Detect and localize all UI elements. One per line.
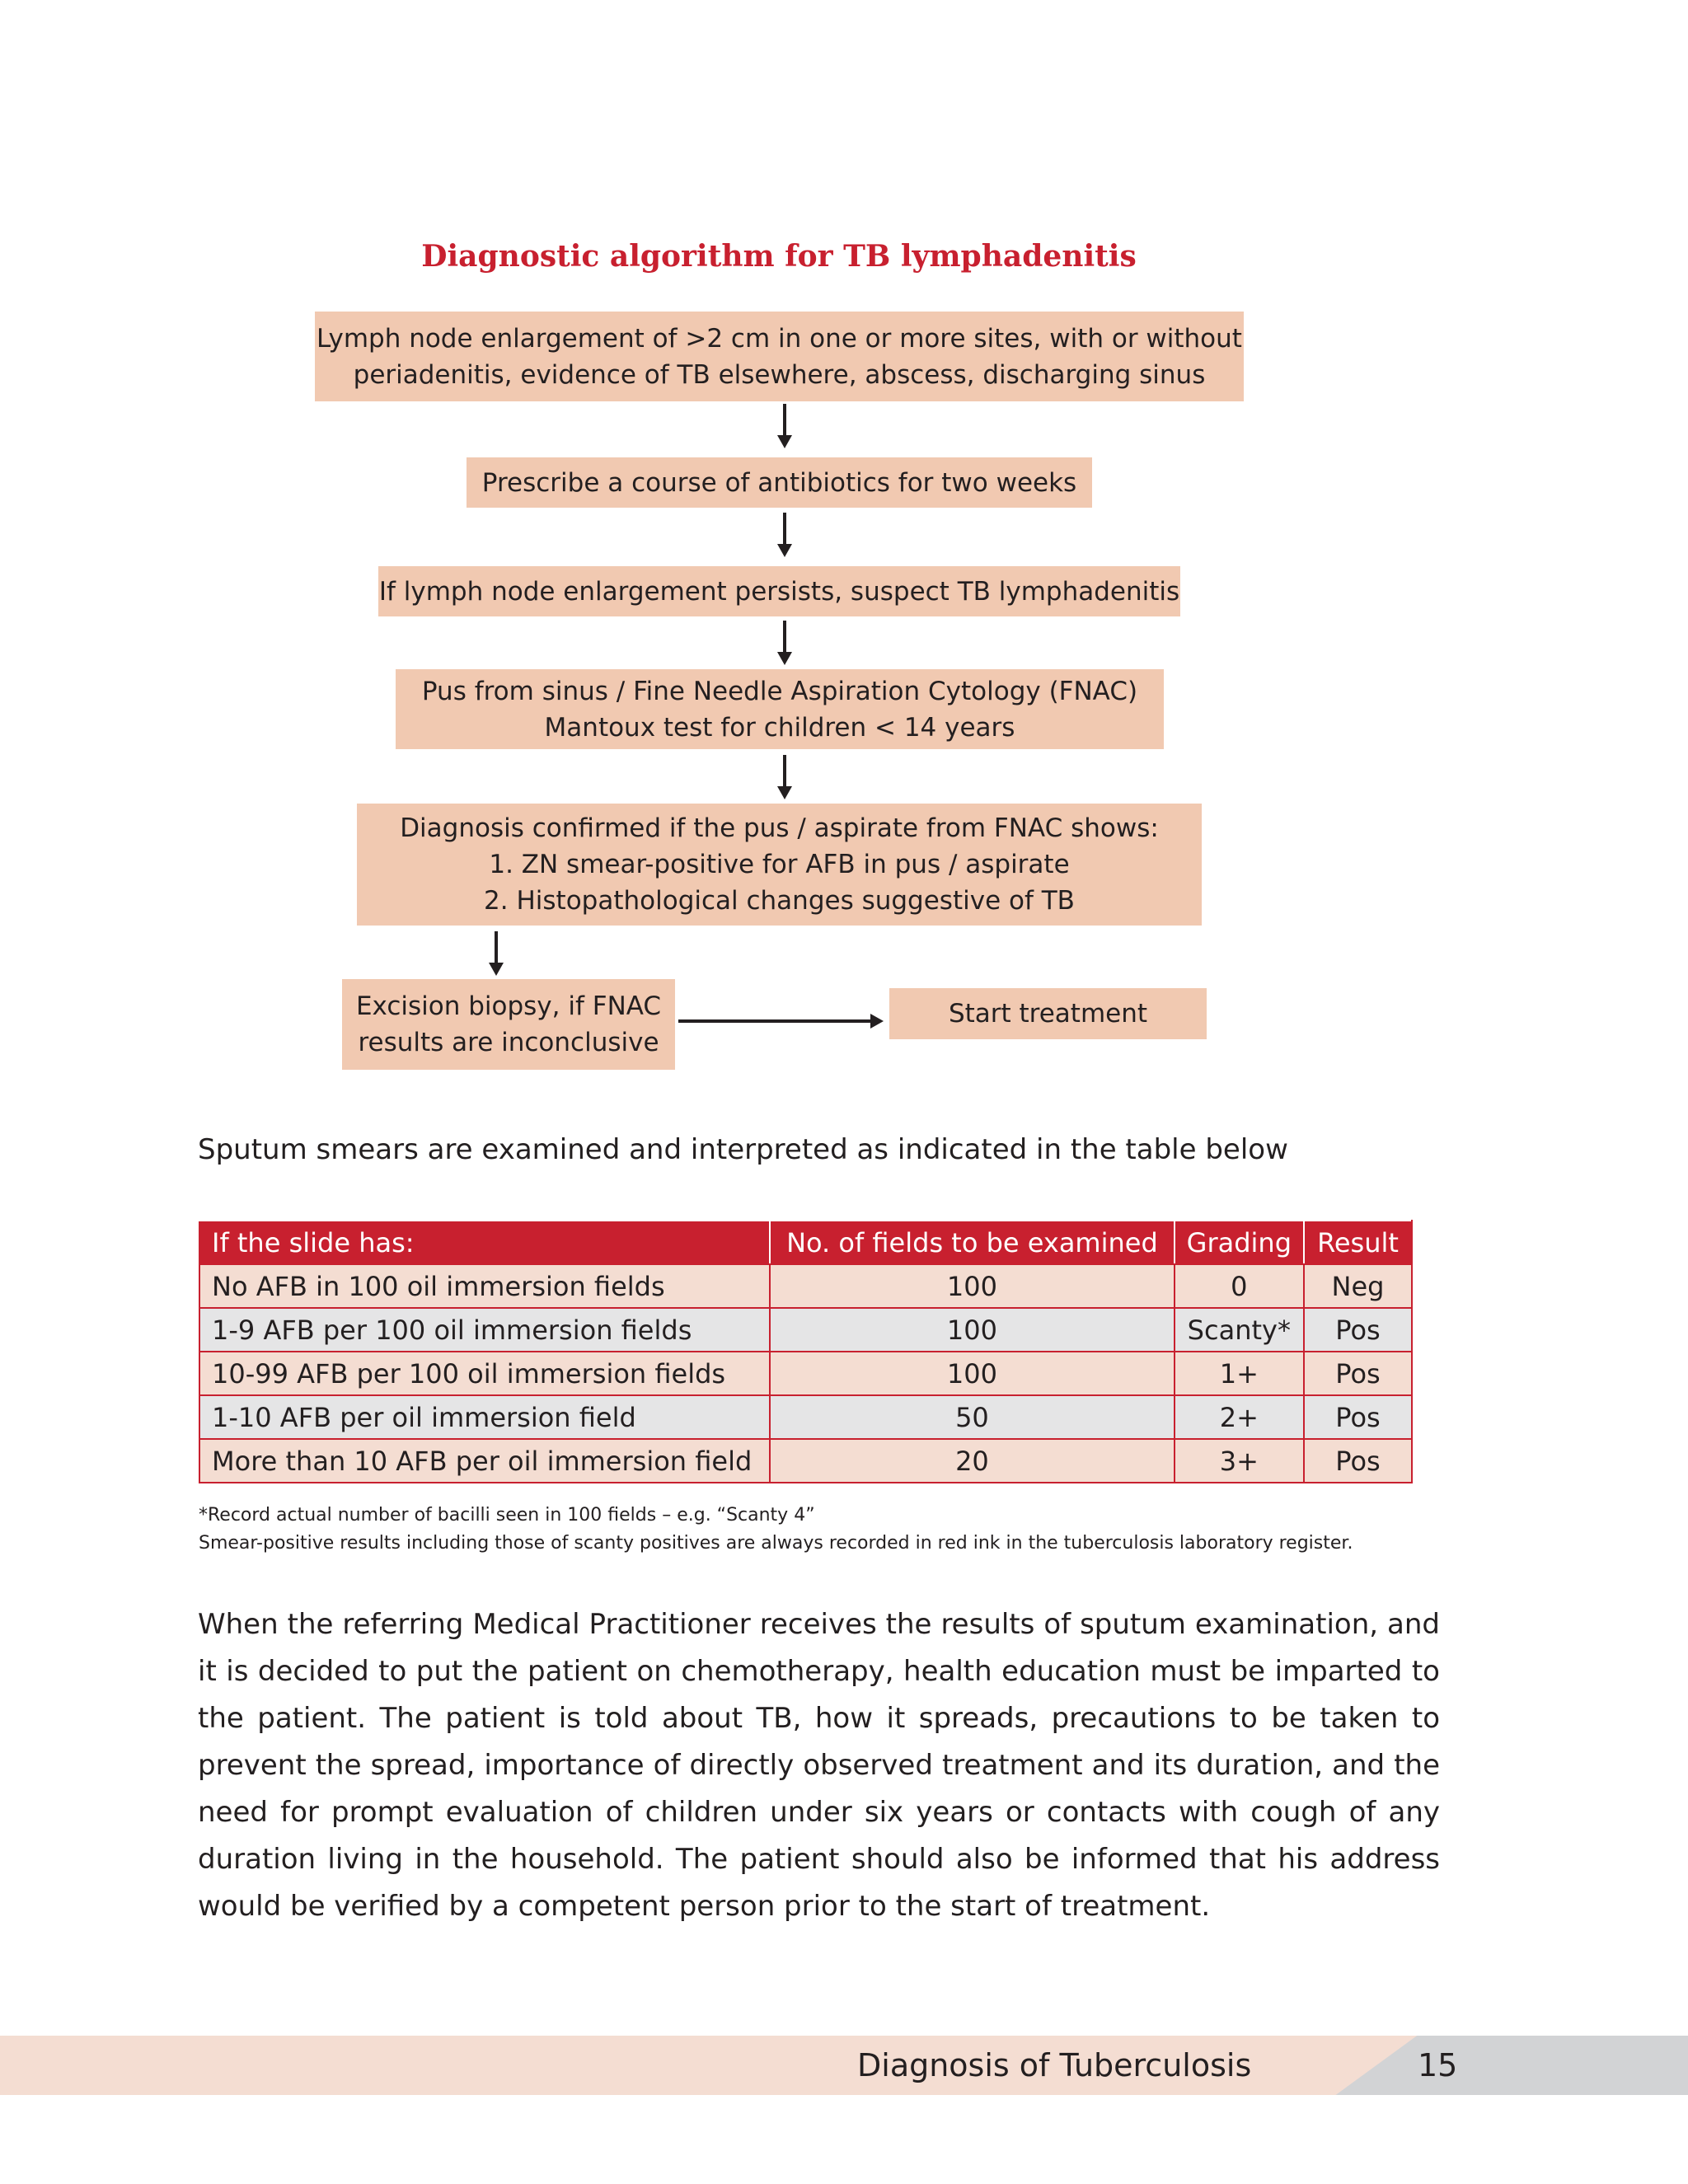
table-cell: Pos xyxy=(1304,1395,1412,1439)
footnote: Smear-positive results including those of scanty positives are always recorded in red ink in the tuberculosis laboratory register. xyxy=(199,1533,1353,1554)
table-footnotes xyxy=(199,1502,1353,1558)
table-cell: No AFB in 100 oil immersion fields xyxy=(199,1264,770,1308)
flowchart-title: Diagnostic algorithm for TB lymphadenitis xyxy=(421,239,1137,274)
flow-box-diagnosis-confirmed xyxy=(357,804,1202,926)
flow-box-text: Prescribe a course of antibiotics for two weeks xyxy=(481,467,1077,498)
table-row xyxy=(199,1264,1412,1308)
flow-box-suspect-tb xyxy=(378,566,1180,616)
flow-box-text: 1. ZN smear-positive for AFB in pus / aspirate xyxy=(489,850,1070,879)
table-intro-text: Sputum smears are examined and interpreted as indicated in the table below xyxy=(198,1133,1288,1166)
flow-box-text: Pus from sinus / Fine Needle Aspiration Cytology (FNAC) xyxy=(421,676,1138,706)
down-arrow-icon xyxy=(783,404,786,437)
flow-box-text: results are inconclusive xyxy=(358,1028,659,1057)
table-cell: 100 xyxy=(770,1264,1174,1308)
flow-box-start-treatment xyxy=(889,988,1207,1039)
down-arrow-icon xyxy=(783,513,786,546)
table-cell: 1-9 AFB per 100 oil immersion fields xyxy=(199,1308,770,1352)
table-cell: 2+ xyxy=(1175,1395,1304,1439)
table-cell: 20 xyxy=(770,1439,1174,1483)
table-cell: 100 xyxy=(770,1308,1174,1352)
table-cell: Pos xyxy=(1304,1308,1412,1352)
table-cell: Neg xyxy=(1304,1264,1412,1308)
down-arrow-icon xyxy=(783,621,786,654)
flow-box-text: 2. Histopathological changes suggestive of TB xyxy=(484,886,1075,916)
footer-chapter-title: Diagnosis of Tuberculosis xyxy=(857,2047,1252,2083)
table-cell: 100 xyxy=(770,1352,1174,1395)
table-cell: 50 xyxy=(770,1395,1174,1439)
table-row xyxy=(199,1308,1412,1352)
flow-box-lymph-node-enlargement xyxy=(315,312,1244,401)
right-arrow-icon xyxy=(678,1019,872,1023)
flow-box-fnac xyxy=(396,669,1164,749)
flow-box-text: Mantoux test for children < 14 years xyxy=(544,712,1015,743)
table-cell: Pos xyxy=(1304,1439,1412,1483)
column-header: No. of fields to be examined xyxy=(770,1221,1174,1264)
flow-box-text: Excision biopsy, if FNAC xyxy=(355,991,662,1021)
page-number: 15 xyxy=(1418,2047,1458,2083)
down-arrow-icon xyxy=(783,755,786,788)
table-row xyxy=(199,1352,1412,1395)
table-row xyxy=(199,1395,1412,1439)
table-cell: 1-10 AFB per oil immersion field xyxy=(199,1395,770,1439)
flow-box-text: Start treatment xyxy=(948,999,1148,1029)
table-cell: Pos xyxy=(1304,1352,1412,1395)
table-cell: More than 10 AFB per oil immersion field xyxy=(199,1439,770,1483)
table-cell: 0 xyxy=(1175,1264,1304,1308)
column-header: Result xyxy=(1304,1221,1412,1264)
flow-box-excision-biopsy xyxy=(342,979,675,1070)
table-cell: 10-99 AFB per 100 oil immersion fields xyxy=(199,1352,770,1395)
table-row xyxy=(199,1439,1412,1483)
table-cell: Scanty* xyxy=(1175,1308,1304,1352)
table-cell: 1+ xyxy=(1175,1352,1304,1395)
footnote: *Record actual number of bacilli seen in 100 fields – e.g. “Scanty 4” xyxy=(199,1505,815,1526)
column-header: Grading xyxy=(1175,1221,1304,1264)
flow-box-text: Diagnosis confirmed if the pus / aspirate from FNAC shows: xyxy=(400,813,1159,843)
table-header-row xyxy=(199,1221,1412,1264)
down-arrow-icon xyxy=(495,931,498,964)
column-header: If the slide has: xyxy=(199,1221,770,1264)
flow-box-text: Lymph node enlargement of >2 cm in one or more sites, with or without xyxy=(316,323,1242,354)
sputum-grading-table xyxy=(199,1220,1413,1483)
body-paragraph: When the referring Medical Practitioner receives the results of sputum examination, and it is decided to put the patient on chemotherapy, health education must be imparted to the patient. The patient is told about TB, how it spreads, precautions to be taken to prevent the spread, importance of directly observed treatment and its duration, and the need for prompt evaluation of children under six years or contacts with cough of any duration living in the household. The patient should also be informed that his address would be verified by a competent person prior to the start of treatment. xyxy=(198,1608,1440,1923)
table-cell: 3+ xyxy=(1175,1439,1304,1483)
flow-box-text: If lymph node enlargement persists, suspect TB lymphadenitis xyxy=(378,576,1180,607)
flow-box-text: periadenitis, evidence of TB elsewhere, abscess, discharging sinus xyxy=(353,359,1206,390)
flow-box-antibiotics xyxy=(467,457,1092,508)
